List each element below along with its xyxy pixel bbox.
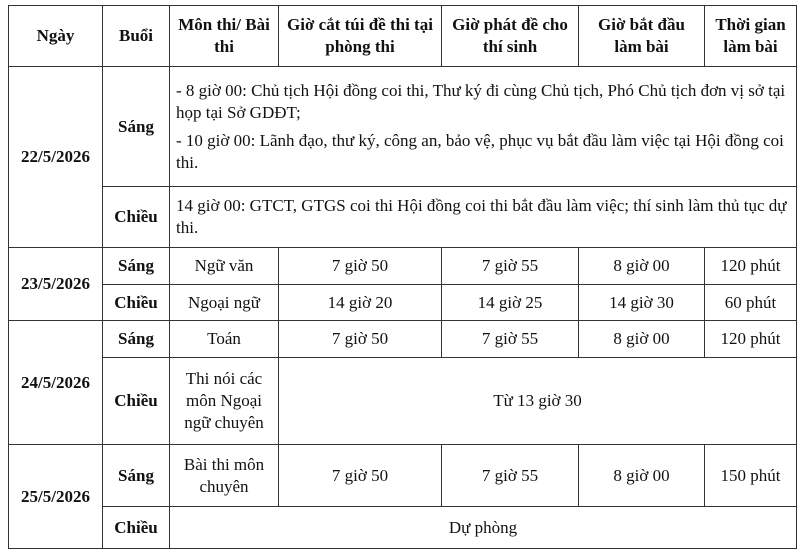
table-row bbox=[9, 358, 797, 445]
subject-cell: Ngữ văn bbox=[170, 248, 279, 285]
cut-bag-time-cell: 7 giờ 50 bbox=[279, 321, 442, 358]
table-row bbox=[9, 507, 797, 549]
distribute-time-cell: 7 giờ 55 bbox=[442, 321, 579, 358]
table-row bbox=[9, 67, 797, 187]
cut-bag-time-cell: 7 giờ 50 bbox=[279, 248, 442, 285]
subject-cell: Bài thi môn chuyên bbox=[170, 445, 279, 507]
note-line: - 10 giờ 00: Lãnh đạo, thư ký, công an, bảo vệ, phục vụ bắt đầu làm việc tại Hội đồng coi thi. bbox=[176, 130, 784, 172]
session-cell: Sáng bbox=[103, 248, 170, 285]
start-time-cell: 8 giờ 00 bbox=[579, 445, 705, 507]
start-time-cell: 8 giờ 00 bbox=[579, 248, 705, 285]
distribute-time-cell: 14 giờ 25 bbox=[442, 285, 579, 321]
header-date: Ngày bbox=[9, 6, 103, 67]
merged-time-cell: Từ 13 giờ 30 bbox=[279, 358, 797, 445]
session-cell: Chiều bbox=[103, 358, 170, 445]
subject-cell: Ngoại ngữ bbox=[170, 285, 279, 321]
header-subject: Môn thi/ Bài thi bbox=[170, 6, 279, 67]
session-cell: Sáng bbox=[103, 445, 170, 507]
note-line: - 8 giờ 00: Chủ tịch Hội đồng coi thi, Thư ký đi cùng Chủ tịch, Phó Chủ tịch đơn vị sở tại họp tại Sở GDĐT; bbox=[176, 80, 786, 122]
header-row bbox=[9, 6, 797, 67]
session-cell: Sáng bbox=[103, 67, 170, 187]
start-time-cell: 14 giờ 30 bbox=[579, 285, 705, 321]
distribute-time-cell: 7 giờ 55 bbox=[442, 445, 579, 507]
duration-cell: 150 phút bbox=[705, 445, 797, 507]
duration-cell: 120 phút bbox=[705, 321, 797, 358]
cut-bag-time-cell: 14 giờ 20 bbox=[279, 285, 442, 321]
header-distribute-time: Giờ phát đề cho thí sinh bbox=[442, 6, 579, 67]
table-row bbox=[9, 187, 797, 248]
duration-cell: 120 phút bbox=[705, 248, 797, 285]
table-row bbox=[9, 321, 797, 358]
header-session: Buổi bbox=[103, 6, 170, 67]
exam-schedule-table bbox=[8, 5, 797, 549]
subject-cell: Toán bbox=[170, 321, 279, 358]
note-cell bbox=[170, 187, 797, 248]
note-line: 14 giờ 00: GTCT, GTGS coi thi Hội đồng coi thi bắt đầu làm việc; thí sinh làm thủ tục dự thi. bbox=[176, 196, 787, 237]
session-cell: Chiều bbox=[103, 187, 170, 248]
header-cut-bag-time: Giờ cắt túi đề thi tại phòng thi bbox=[279, 6, 442, 67]
date-cell: 23/5/2026 bbox=[9, 248, 103, 321]
merged-note-cell: Dự phòng bbox=[170, 507, 797, 549]
table-row bbox=[9, 248, 797, 285]
table-row bbox=[9, 285, 797, 321]
session-cell: Chiều bbox=[103, 285, 170, 321]
distribute-time-cell: 7 giờ 55 bbox=[442, 248, 579, 285]
header-duration: Thời gian làm bài bbox=[705, 6, 797, 67]
duration-cell: 60 phút bbox=[705, 285, 797, 321]
cut-bag-time-cell: 7 giờ 50 bbox=[279, 445, 442, 507]
date-cell: 22/5/2026 bbox=[9, 67, 103, 248]
session-cell: Chiều bbox=[103, 507, 170, 549]
date-cell: 25/5/2026 bbox=[9, 445, 103, 549]
note-cell bbox=[170, 67, 797, 187]
table-row bbox=[9, 445, 797, 507]
start-time-cell: 8 giờ 00 bbox=[579, 321, 705, 358]
session-cell: Sáng bbox=[103, 321, 170, 358]
header-start-time: Giờ bắt đầu làm bài bbox=[579, 6, 705, 67]
subject-cell: Thi nói các môn Ngoại ngữ chuyên bbox=[170, 358, 279, 445]
date-cell: 24/5/2026 bbox=[9, 321, 103, 445]
